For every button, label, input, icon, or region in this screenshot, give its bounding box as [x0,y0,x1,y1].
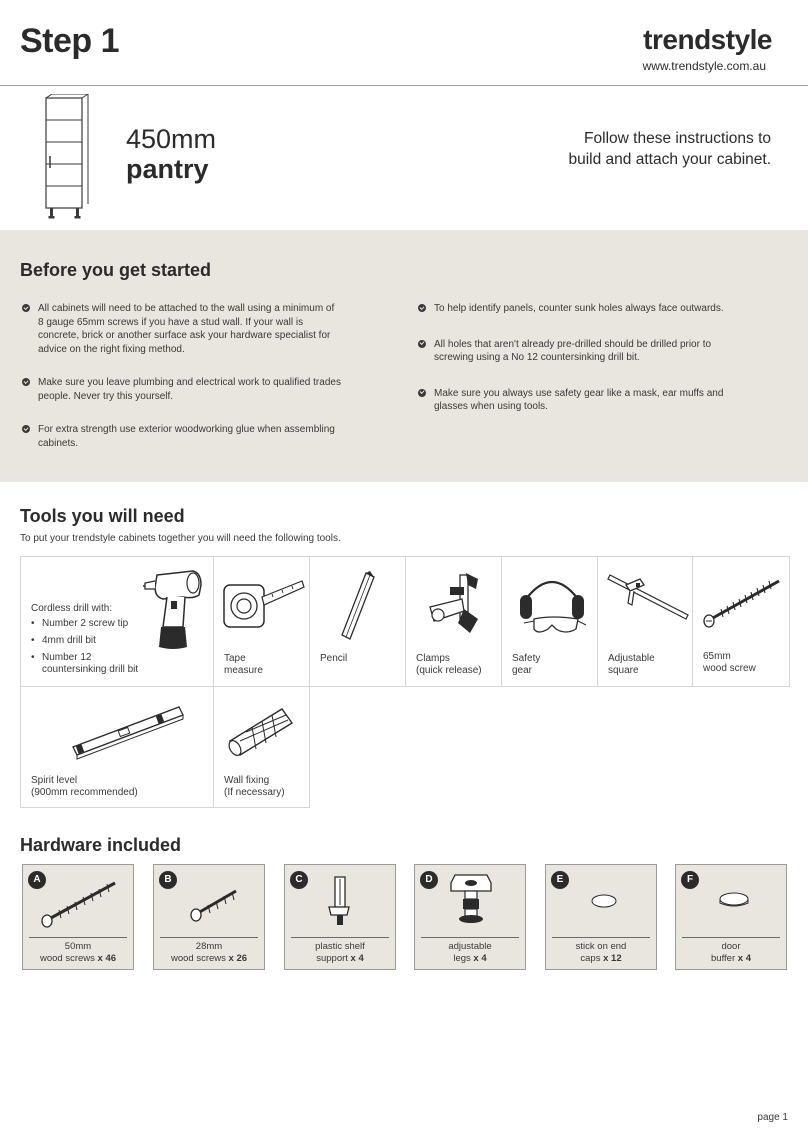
hardware-item-d [414,864,526,970]
intro-text [491,128,771,170]
divider [29,937,127,938]
before-list-left [22,302,342,450]
hardware-letter: B [159,871,177,889]
drill-label: Cordless drill with: [31,603,113,614]
cordless-drill-icon [143,565,205,651]
hardware-label: stick on end caps x 12 [575,941,627,964]
hardware-item-a [22,864,134,970]
hardware-letter: E [551,871,569,889]
tool-label: 65mm wood screw [703,651,756,674]
door-buffer-icon [676,865,788,935]
before-title: Before you get started [20,260,212,280]
list-item: All cabinets will need to be attached to the wall using a minimum of 8 gauge 65mm screws if you have a stud wall. If your wall is concrete, brick or another surface ask your hardware specialist for advice on the right fixing method. [22,302,342,356]
product-hero [0,86,808,230]
hardware-label: adjustable legs x 4 [448,941,492,964]
tool-label: Clamps (quick release) [416,653,482,676]
hardware-letter: C [290,871,308,889]
tape-measure-icon [222,575,306,635]
divider [552,937,650,938]
list-item: • Number 2 screw tip [31,618,138,630]
tool-safety-gear [501,556,598,687]
check-icon [418,304,426,312]
tools-subtitle: To put your trendstyle cabinets together you will need the following tools. [20,533,341,544]
long-screw-icon [23,865,135,935]
hardware-label: plastic shelf support x 4 [315,941,365,964]
tool-label: Spirit level (900mm recommended) [31,775,138,798]
spirit-level-icon [69,701,187,761]
hardware-item-e [545,864,657,970]
check-icon [418,389,426,397]
adjustable-leg-icon [415,865,527,935]
end-cap-icon [546,865,658,935]
pantry-cabinet-icon [38,94,90,222]
list-item: All holes that aren't already pre-drilled should be drilled prior to screwing using a No 12 countersinking drill bit. [418,338,728,365]
tool-tape-measure [213,556,310,687]
tool-label: Pencil [320,653,348,664]
list-item: Make sure you leave plumbing and electrical work to qualified trades people. Never try this yourself. [22,376,342,403]
intro-line-1: Follow these instructions to [584,130,771,147]
list-item: • 4mm drill bit [31,635,138,647]
drill-accessories [31,613,138,676]
divider [682,937,780,938]
hardware-letter: A [28,871,46,889]
hardware-qty: x 4 [473,953,487,964]
hardware-label: door buffer x 4 [711,941,751,964]
check-icon [418,340,426,348]
wall-plug-icon [226,701,298,759]
hardware-item-f [675,864,787,970]
product-name: pantry [126,154,209,184]
divider [291,937,389,938]
tool-label: Wall fixing (If necessary) [224,775,285,798]
divider [421,937,519,938]
divider [160,937,258,938]
hardware-title: Hardware included [20,835,182,855]
list-item: Make sure you always use safety gear like a mask, ear muffs and glasses when using tools. [418,387,728,414]
check-icon [22,304,30,312]
tool-label: Tape measure [224,653,263,676]
hardware-letter: F [681,871,699,889]
intro-line-2: build and attach your cabinet. [568,151,771,168]
step-title: Step 1 [20,22,120,60]
hardware-qty: x 46 [97,953,117,964]
hardware-qty: x 26 [228,953,248,964]
hardware-item-c [284,864,396,970]
list-item: To help identify panels, counter sunk holes always face outwards. [418,302,728,316]
short-screw-icon [154,865,266,935]
page-number: page 1 [757,1112,788,1123]
product-size: 450mm [126,124,217,154]
tool-spirit-level [20,686,214,808]
tools-title: Tools you will need [20,506,185,526]
wood-screw-icon [699,575,785,631]
shelf-support-icon [285,865,397,935]
brand-url[interactable]: www.trendstyle.com.au [642,59,766,73]
hardware-qty: x 12 [603,953,622,964]
tool-wall-fixing [213,686,310,808]
before-you-start-section [0,230,808,482]
tool-label: Adjustable square [608,653,655,676]
clamp-icon [420,569,490,643]
tool-label: Safety gear [512,653,541,676]
list-item: • Number 12 countersinking drill bit [31,652,138,676]
hardware-letter: D [420,871,438,889]
hardware-qty: x 4 [737,953,751,964]
hardware-qty: x 4 [350,953,364,964]
list-item: For extra strength use exterior woodworking glue when assembling cabinets. [22,423,342,450]
brand-logo: trendstyle [643,24,772,55]
check-icon [22,378,30,386]
hardware-label: 50mm wood screws x 46 [39,941,117,964]
pencil-icon [336,571,380,643]
hardware-label: 28mm wood screws x 26 [170,941,248,964]
tool-adjustable-square [597,556,694,687]
tool-wood-screw [692,556,790,687]
page-header [0,0,808,86]
check-icon [22,425,30,433]
hardware-item-b [153,864,265,970]
tool-pencil [309,556,406,687]
before-list-right [418,302,728,436]
square-icon [606,571,690,621]
tool-clamps [405,556,502,687]
tool-drill [20,556,214,687]
safety-gear-icon [516,571,588,637]
